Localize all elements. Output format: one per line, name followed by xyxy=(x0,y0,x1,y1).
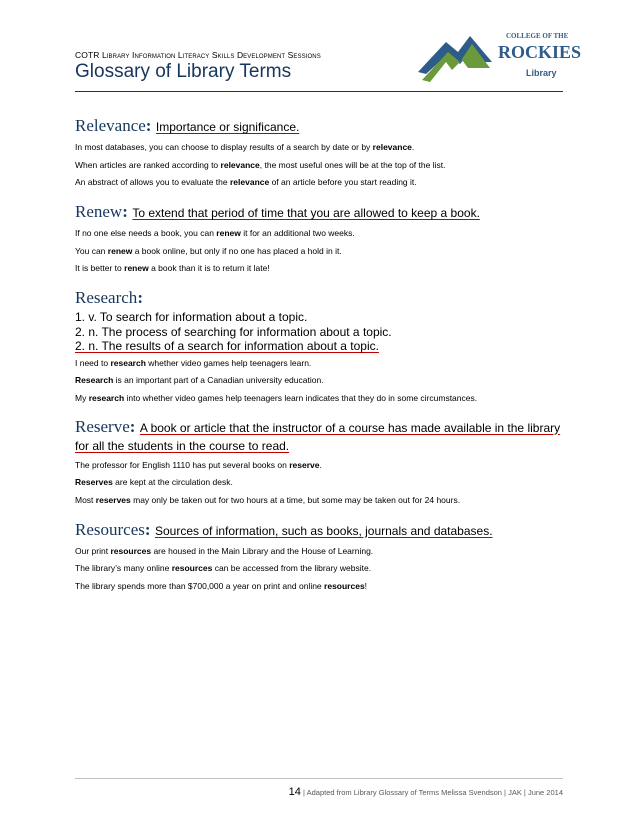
term-definition: Importance or significance. xyxy=(155,120,300,134)
term-definition: A book or article that the instructor of a course has made available in the library for all the students in the course to read. xyxy=(75,420,561,453)
example-sentence: The library’s many online resources can be accessed from the library website. xyxy=(75,563,372,573)
example-sentence: The library spends more than $700,000 a year on print and online resources! xyxy=(75,580,368,591)
example-sentence: Reserves are kept at the circulation desk. xyxy=(75,477,233,487)
term-heading: Renew xyxy=(75,202,123,221)
glossary-entry-research xyxy=(75,288,565,404)
example-sentence: If no one else needs a book, you can renew it for an additional two weeks. xyxy=(75,228,355,238)
page-footer xyxy=(0,786,563,798)
example-sentence: You can renew a book online, but only if no one has placed a hold in it. xyxy=(75,245,342,256)
example-sentence: My research into whether video games help teenagers learn indicates that they do in some circumstances. xyxy=(75,392,478,403)
logo-text-library: Library xyxy=(526,68,557,78)
term-definition: Sources of information, such as books, journals and databases. xyxy=(155,523,493,538)
header-series-title: COTR Library Information Literacy Skills Development Sessions xyxy=(75,50,321,60)
example-sentence: It is better to renew a book than it is to return it late! xyxy=(75,263,270,273)
sense-list xyxy=(75,310,565,354)
footer-divider xyxy=(75,778,563,779)
term-line xyxy=(75,288,565,308)
example-sentence: Research is an important part of a Canadian university education. xyxy=(75,375,324,385)
term-colon: : xyxy=(145,116,152,135)
term-colon: : xyxy=(144,519,151,539)
term-line xyxy=(75,116,565,137)
term-heading: Relevance xyxy=(75,116,146,135)
term-colon: : xyxy=(137,288,143,307)
sense-item: 1. v. To search for information about a topic. xyxy=(75,310,308,324)
glossary-entry-renew xyxy=(75,202,565,274)
example-sentence: Our print resources are housed in the Main Library and the House of Learning. xyxy=(75,545,374,556)
logo-text-college: COLLEGE OF THE xyxy=(506,32,569,40)
example-sentence: The professor for English 1110 has put several books on reserve. xyxy=(75,459,322,470)
term-colon: : xyxy=(129,416,136,436)
logo-text-rockies: ROCKIES xyxy=(498,42,582,62)
footer-credit: | Adapted from Library Glossary of Terms Melissa Svendson | JAK | June 2014 xyxy=(303,788,563,797)
glossary-entry-relevance xyxy=(75,116,565,188)
header-divider xyxy=(75,91,563,92)
college-logo xyxy=(418,28,582,88)
term-line xyxy=(75,418,565,455)
term-heading: Resources xyxy=(75,519,145,539)
example-sentence: An abstract of allows you to evaluate the relevance of an article before you start reading it. xyxy=(75,177,417,187)
term-definition: To extend that period of time that you are allowed to keep a book. xyxy=(132,206,480,220)
example-sentence: I need to research whether video games help teenagers learn. xyxy=(75,357,312,368)
glossary-entry-resources xyxy=(75,520,565,592)
page-title: Glossary of Library Terms xyxy=(75,61,292,82)
glossary-entry-reserve xyxy=(75,418,565,506)
logo-mountain-dark xyxy=(418,36,492,74)
term-line xyxy=(75,202,565,223)
term-heading: Reserve xyxy=(75,416,130,436)
example-sentence: Most reserves may only be taken out for two hours at a time, but some may be taken out for 24 hours. xyxy=(75,494,461,505)
term-heading: Research xyxy=(75,288,138,307)
sense-item: 2. n. The process of searching for information about a topic. xyxy=(75,324,392,339)
example-sentence: In most databases, you can choose to display results of a search by date or by relevance. xyxy=(75,142,415,152)
term-line xyxy=(75,520,565,541)
glossary-content xyxy=(75,116,565,606)
example-sentence: When articles are ranked according to relevance, the most useful ones will be at the top of the list. xyxy=(75,159,446,170)
sense-item: 2. n. The results of a search for information about a topic. xyxy=(75,339,379,353)
term-colon: : xyxy=(122,202,128,221)
page-number: 14 xyxy=(288,786,301,798)
